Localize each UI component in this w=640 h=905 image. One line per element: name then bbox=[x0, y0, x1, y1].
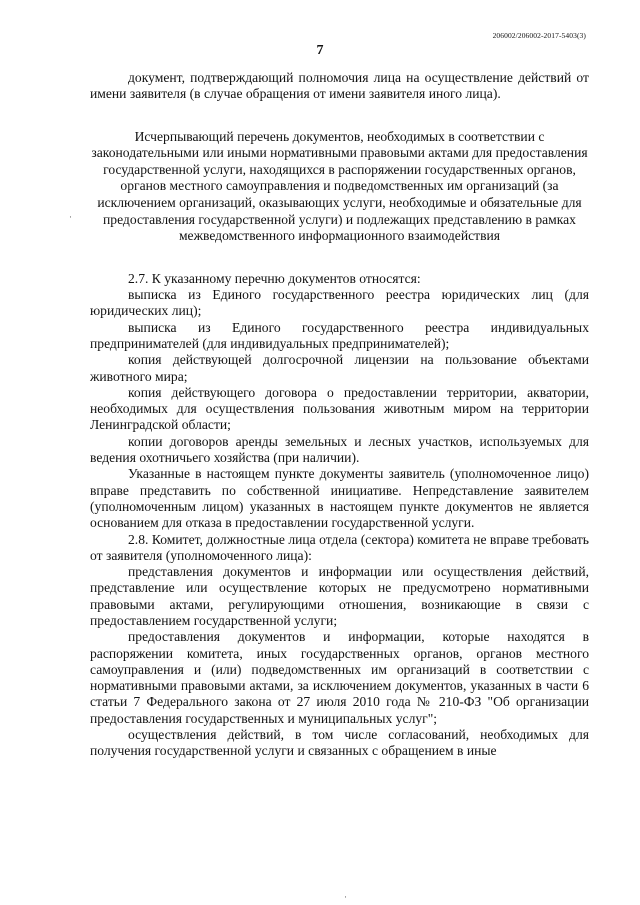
list-item-entrepreneurs-extract: выписка из Единого государственного реестра индивидуальных предпринимателей (для индивидуальных предпринимателей); bbox=[90, 319, 589, 351]
list-item-license-copy: копия действующей долгосрочной лицензии на пользование объектами животного мира; bbox=[90, 352, 589, 384]
list-item-not-required-actions: представления документов и информации или осуществления действий, представление или осуществление которых не предусмотрено нормативными правовыми актами, регулирующими отношения, возникающие в связи с предоставлением государственной услуги; bbox=[90, 564, 589, 628]
section-heading: Исчерпывающий перечень документов, необходимых в соответствии с законодательными или иными нормативными правовыми актами для предоставления государственной услуги, находящихся в распоряжении государственных органов, органов местного самоуправления и подведомственных им организаций (за исключением организаций, оказывающих услуги, необходимые и обязательные для предоставления государственной услуги) и подлежащих представлению в рамках межведомственного информационного взаимодействия bbox=[91, 128, 588, 244]
paragraph-2-7: 2.7. К указанному перечню документов относятся: bbox=[128, 270, 421, 286]
paragraph-own-initiative: Указанные в настоящем пункте документы заявитель (уполномоченное лицо) вправе представить по собственной инициативе. Непредставление заявителем (уполномоченным лицом) указанных в настоящем пункте документов не является основанием для отказа в предоставлении государственной услуги. bbox=[90, 466, 589, 531]
scan-speck: · bbox=[344, 892, 347, 902]
list-item-documents-in-possession: предоставления документов и информации, которые находятся в распоряжении комитета, иных государственных органов, органов местного самоуправления и (или) подведомственных им организаций в соответствии с нормативными правовыми актами, за исключением документов, указанных в части 6 статьи 7 Федерального закона от 27 июля 2010 года № 210-ФЗ "Об организации предоставления государственных и муниципальных услуг"; bbox=[90, 629, 589, 726]
scan-speck: · bbox=[69, 212, 72, 222]
paragraph-authority-document: документ, подтверждающий полномочия лица на осуществление действий от имени заявителя (в случае обращения от имени заявителя иного лица). bbox=[90, 70, 589, 102]
list-item-contract-copy: копия действующего договора о предоставлении территории, акватории, необходимых для осуществления пользования животным миром на территории Ленинградской области; bbox=[90, 384, 589, 433]
page-number: 7 bbox=[316, 43, 324, 58]
document-id: 206002/206002-2017-5403(3) bbox=[492, 31, 586, 40]
list-item-lease-copies: копии договоров аренды земельных и лесных участков, используемых для ведения охотничьего хозяйства (при наличии). bbox=[90, 433, 589, 466]
document-body bbox=[90, 70, 589, 760]
paragraph-2-8: 2.8. Комитет, должностные лица отдела (сектора) комитета не вправе требовать от заявителя (уполномоченного лица): bbox=[90, 531, 589, 563]
list-item-approvals: осуществления действий, в том числе согласований, необходимых для получения государственной услуги и связанных с обращением в иные bbox=[90, 727, 589, 759]
list-item-legal-entities-extract: выписка из Единого государственного реестра юридических лиц (для юридических лиц); bbox=[90, 287, 589, 319]
